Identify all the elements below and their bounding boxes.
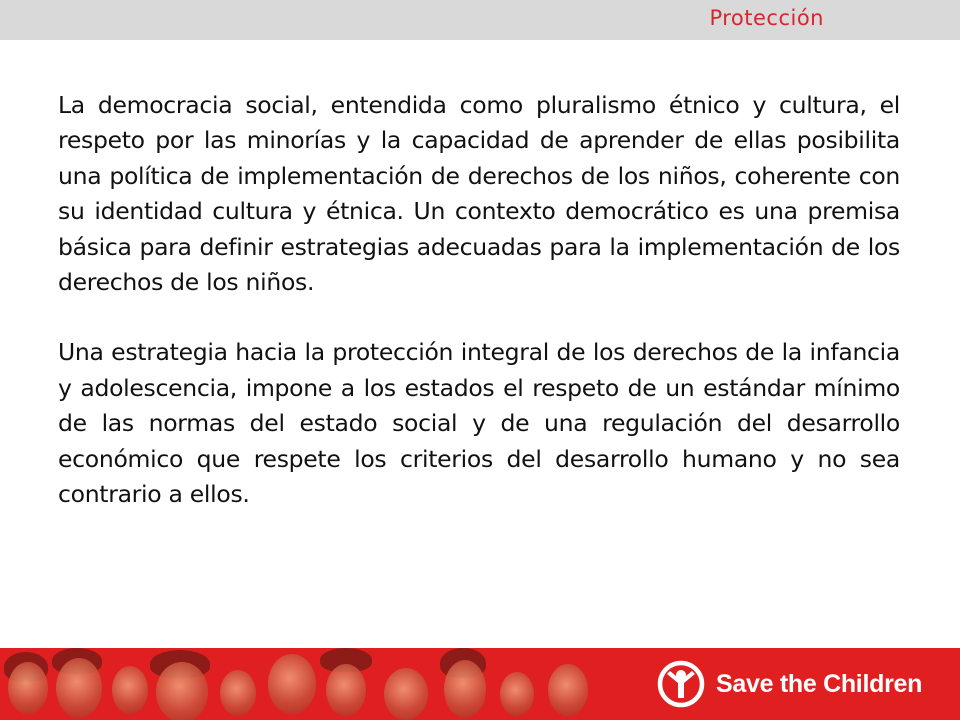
brand-name: Save the Children — [716, 669, 923, 698]
save-the-children-logo — [656, 660, 922, 708]
main-text — [58, 88, 900, 512]
paragraph-1: La democracia social, entendida como pluralismo étnico y cultura, el respeto por las minorías y la capacidad de aprender de ellas posibilita una política de implementación de derechos de los niños, coherente con su identidad cultura y étnica. Un contexto democrático es una premisa básica para definir estrategias adecuadas para la implementación de los derechos de los niños. — [58, 91, 900, 297]
paragraph-2: Una estrategia hacia la protección integral de los derechos de la infancia y adolescencia, impone a los estados el respeto de un estándar mínimo de las normas del estado social y de una regulación del desarrollo económico que respete los criterios del desarrollo humano y no sea contrario a ellos. — [58, 338, 900, 509]
footer-band — [0, 648, 960, 720]
children-photo-strip — [0, 648, 640, 720]
page-title: Protección — [709, 6, 824, 30]
save-the-children-logo-icon — [656, 659, 706, 709]
